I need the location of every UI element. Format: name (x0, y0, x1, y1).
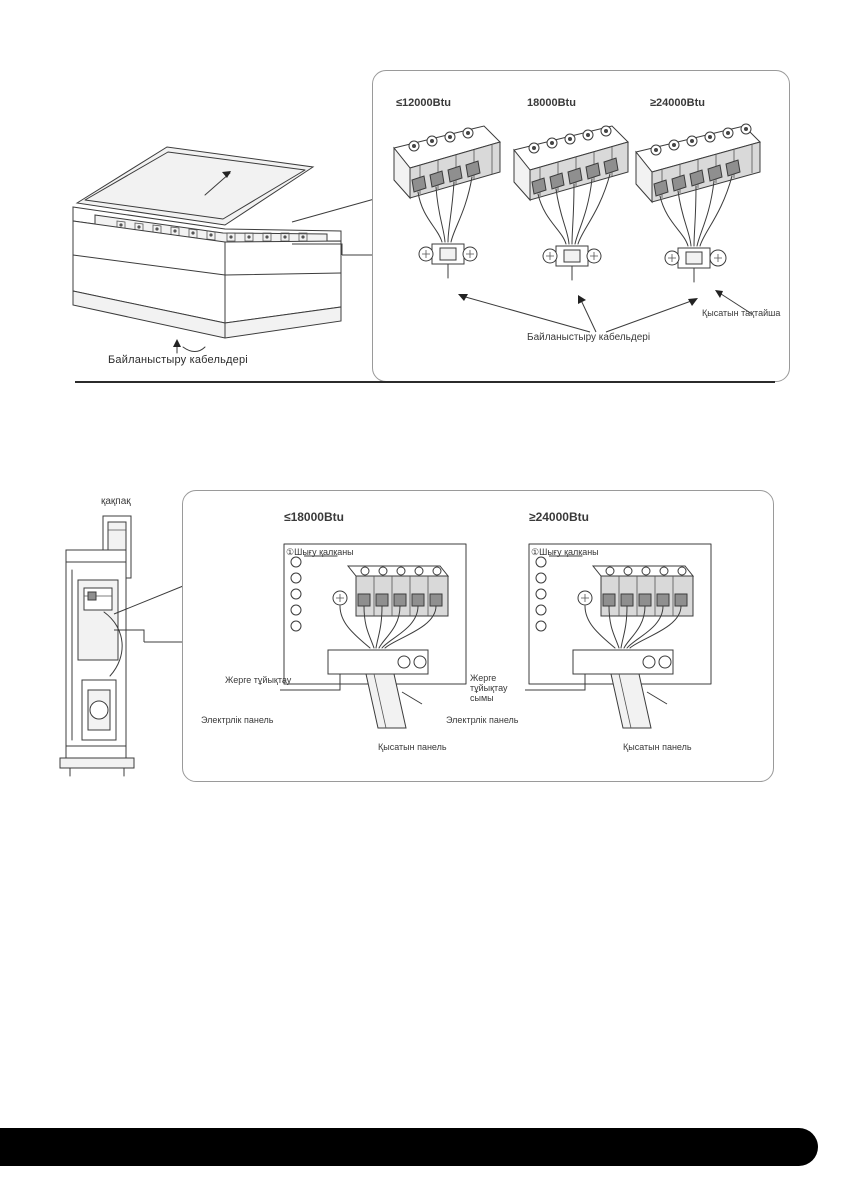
label-wiring-board-18000: ①Шығу қалқаны (286, 547, 354, 557)
label-wiring-board-24000: ①Шығу қалқаны (531, 547, 599, 557)
label-electric-panel-24000: Электрлік панель (446, 715, 519, 725)
outdoor-block-24000 (515, 532, 745, 762)
capacity-label-24000: ≥24000Btu (650, 97, 705, 109)
label-ground-terminal-18000: Жерге тұйықтау (225, 675, 292, 685)
outdoor-capacity-label-18000: ≤18000Btu (284, 510, 344, 524)
label-electric-panel-18000: Электрлік панель (201, 715, 274, 725)
clamp-board-label: Қысатын тақтайша (702, 308, 781, 318)
label-ground-terminal-24000: Жерге тұйықтау сымы (470, 673, 508, 703)
label-clamp-panel-24000: Қысатын панель (623, 742, 692, 752)
capacity-label-12000: ≤12000Btu (396, 97, 451, 109)
capacity-label-18000: 18000Btu (527, 97, 576, 109)
outdoor-block-18000 (270, 532, 500, 762)
cover-label: қақпақ (101, 496, 131, 507)
label-clamp-panel-18000: Қысатын панель (378, 742, 447, 752)
section-divider (75, 381, 775, 383)
outdoor-capacity-label-24000: ≥24000Btu (529, 510, 589, 524)
footer-bar (0, 1128, 818, 1166)
panel-shared-caption: Байланыстыру кабельдері (527, 332, 651, 343)
figure-outdoor-unit (0, 470, 850, 800)
indoor-unit-caption: Байланыстыру кабельдері (108, 354, 248, 366)
figure-indoor-unit (0, 40, 850, 385)
